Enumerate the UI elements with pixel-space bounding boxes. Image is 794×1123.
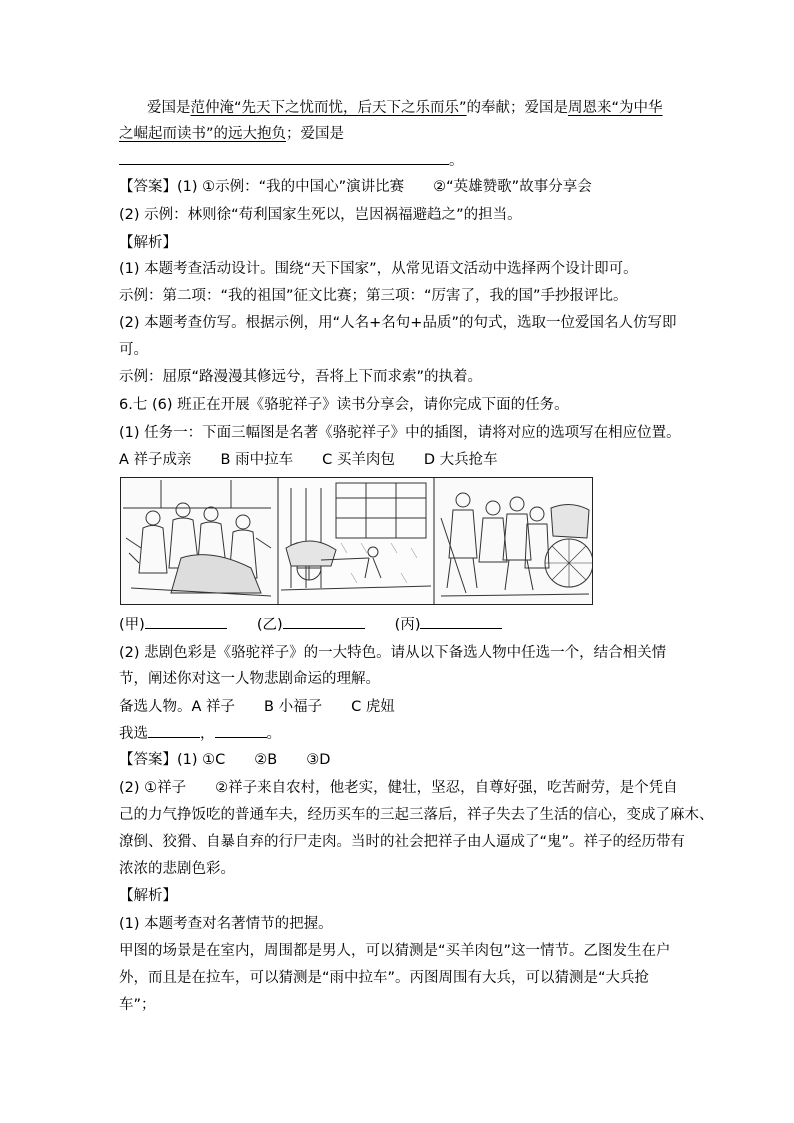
prompt-line-2 bbox=[119, 124, 344, 144]
prompt-underlined-text: 的远大抱负 bbox=[213, 126, 287, 142]
figure-label-jia: (甲) bbox=[119, 617, 145, 633]
answer-blank-bing[interactable] bbox=[420, 614, 502, 629]
prompt-text: 的奉献；爱国是 bbox=[466, 100, 569, 116]
illustration-jia bbox=[121, 478, 277, 604]
analysis-line: 可。 bbox=[119, 342, 148, 358]
choose-line bbox=[119, 723, 281, 744]
answer-line: 己的力气挣饭吃的普通车夫，经历买车的三起三落后，祥子失去了生活的信心，变成了麻木、 bbox=[119, 807, 714, 823]
choose-blank-2[interactable] bbox=[215, 723, 267, 738]
analysis-heading: 【解析】 bbox=[119, 235, 177, 251]
answer-line: 潦倒、狡猾、自暴自弃的行尸走肉。当时的社会把祥子由人逼成了“鬼”。祥子的经历带有 bbox=[119, 834, 686, 850]
answer-blank[interactable] bbox=[119, 150, 449, 165]
prompt-line-1 bbox=[147, 98, 663, 118]
analysis-line: 车”； bbox=[119, 997, 156, 1013]
task-1-text: (1) 任务一：下面三幅图是名著《骆驼祥子》中的插图，请将对应的选项写在相应位置。 bbox=[119, 425, 681, 441]
analysis-line: (2) 本题考查仿写。根据示例，用“人名+名句+品质”的句式，选取一位爱国名人仿写即 bbox=[119, 315, 677, 331]
analysis-line: (1) 本题考查对名著情节的把握。 bbox=[119, 916, 333, 932]
answer-blank-yi[interactable] bbox=[283, 614, 365, 629]
answer-line: (2) ①祥子 ②祥子来自农村，他老实，健壮，坚忍，自尊好强，吃苦耐劳，是个凭自 bbox=[119, 780, 678, 796]
novel-illustrations bbox=[120, 477, 593, 605]
prompt-underlined-text: 之崛起而读书” bbox=[119, 126, 214, 142]
prompt-underlined-text: 周恩来“为中华 bbox=[568, 100, 663, 116]
punctuation: 。 bbox=[266, 726, 281, 742]
analysis-line: 示例：第二项：“我的祖国”征文比赛；第三项：“厉害了，我的国”手抄报评比。 bbox=[119, 288, 628, 304]
answer-line: (2) 示例：林则徐“苟利国家生死以，岂因祸福避趋之”的担当。 bbox=[119, 207, 522, 223]
answer-line: 【答案】(1) ①C ②B ③D bbox=[119, 752, 331, 768]
candidates-line: 备选人物。A 祥子 B 小福子 C 虎妞 bbox=[119, 699, 395, 715]
answer-line: 【答案】(1) ①示例：“我的中国心”演讲比赛 ②“英雄赞歌”故事分享会 bbox=[119, 179, 592, 195]
prompt-text: 爱国是 bbox=[147, 100, 191, 116]
question-title: 6.七 (6) 班正在开展《骆驼祥子》读书分享会，请你完成下面的任务。 bbox=[119, 397, 569, 413]
figure-label-yi: (乙) bbox=[256, 617, 283, 633]
figure-label-row bbox=[119, 614, 502, 635]
prompt-text: ；爱国是 bbox=[286, 126, 345, 142]
choose-label: 我选 bbox=[119, 726, 148, 742]
task-2-text: 节，阐述你对这一人物悲剧命运的理解。 bbox=[119, 671, 380, 687]
illustration-yi bbox=[279, 478, 433, 604]
punctuation: 。 bbox=[449, 153, 464, 169]
prompt-line-3 bbox=[119, 150, 464, 171]
answer-blank-jia[interactable] bbox=[145, 614, 227, 629]
options-line: A 祥子成亲 B 雨中拉车 C 买羊肉包 D 大兵抢车 bbox=[119, 452, 498, 468]
analysis-line: 甲图的场景是在室内，周围都是男人，可以猜测是“买羊肉包”这一情节。乙图发生在户 bbox=[119, 943, 671, 959]
illustration-bing bbox=[435, 478, 592, 604]
task-2-text: (2) 悲剧色彩是《骆驼祥子》的一大特色。请从以下备选人物中任选一个，结合相关情 bbox=[119, 645, 667, 661]
analysis-heading: 【解析】 bbox=[119, 888, 177, 904]
prompt-underlined-text: 范仲淹“先天下之忧而忧，后天下之乐而乐” bbox=[190, 100, 467, 116]
analysis-line: 示例：屈原“路漫漫其修远兮，吾将上下而求索”的执着。 bbox=[119, 369, 483, 385]
choose-blank-1[interactable] bbox=[148, 723, 200, 738]
answer-line: 浓浓的悲剧色彩。 bbox=[119, 861, 235, 877]
punctuation: ， bbox=[200, 726, 215, 742]
figure-label-bing: (丙) bbox=[394, 617, 421, 633]
analysis-line: (1) 本题考查活动设计。围绕“天下国家”，从常见语文活动中选择两个设计即可。 bbox=[119, 261, 638, 277]
analysis-line: 外，而且是在拉车，可以猜测是“雨中拉车”。丙图周围有大兵，可以猜测是“大兵抢 bbox=[119, 970, 650, 986]
